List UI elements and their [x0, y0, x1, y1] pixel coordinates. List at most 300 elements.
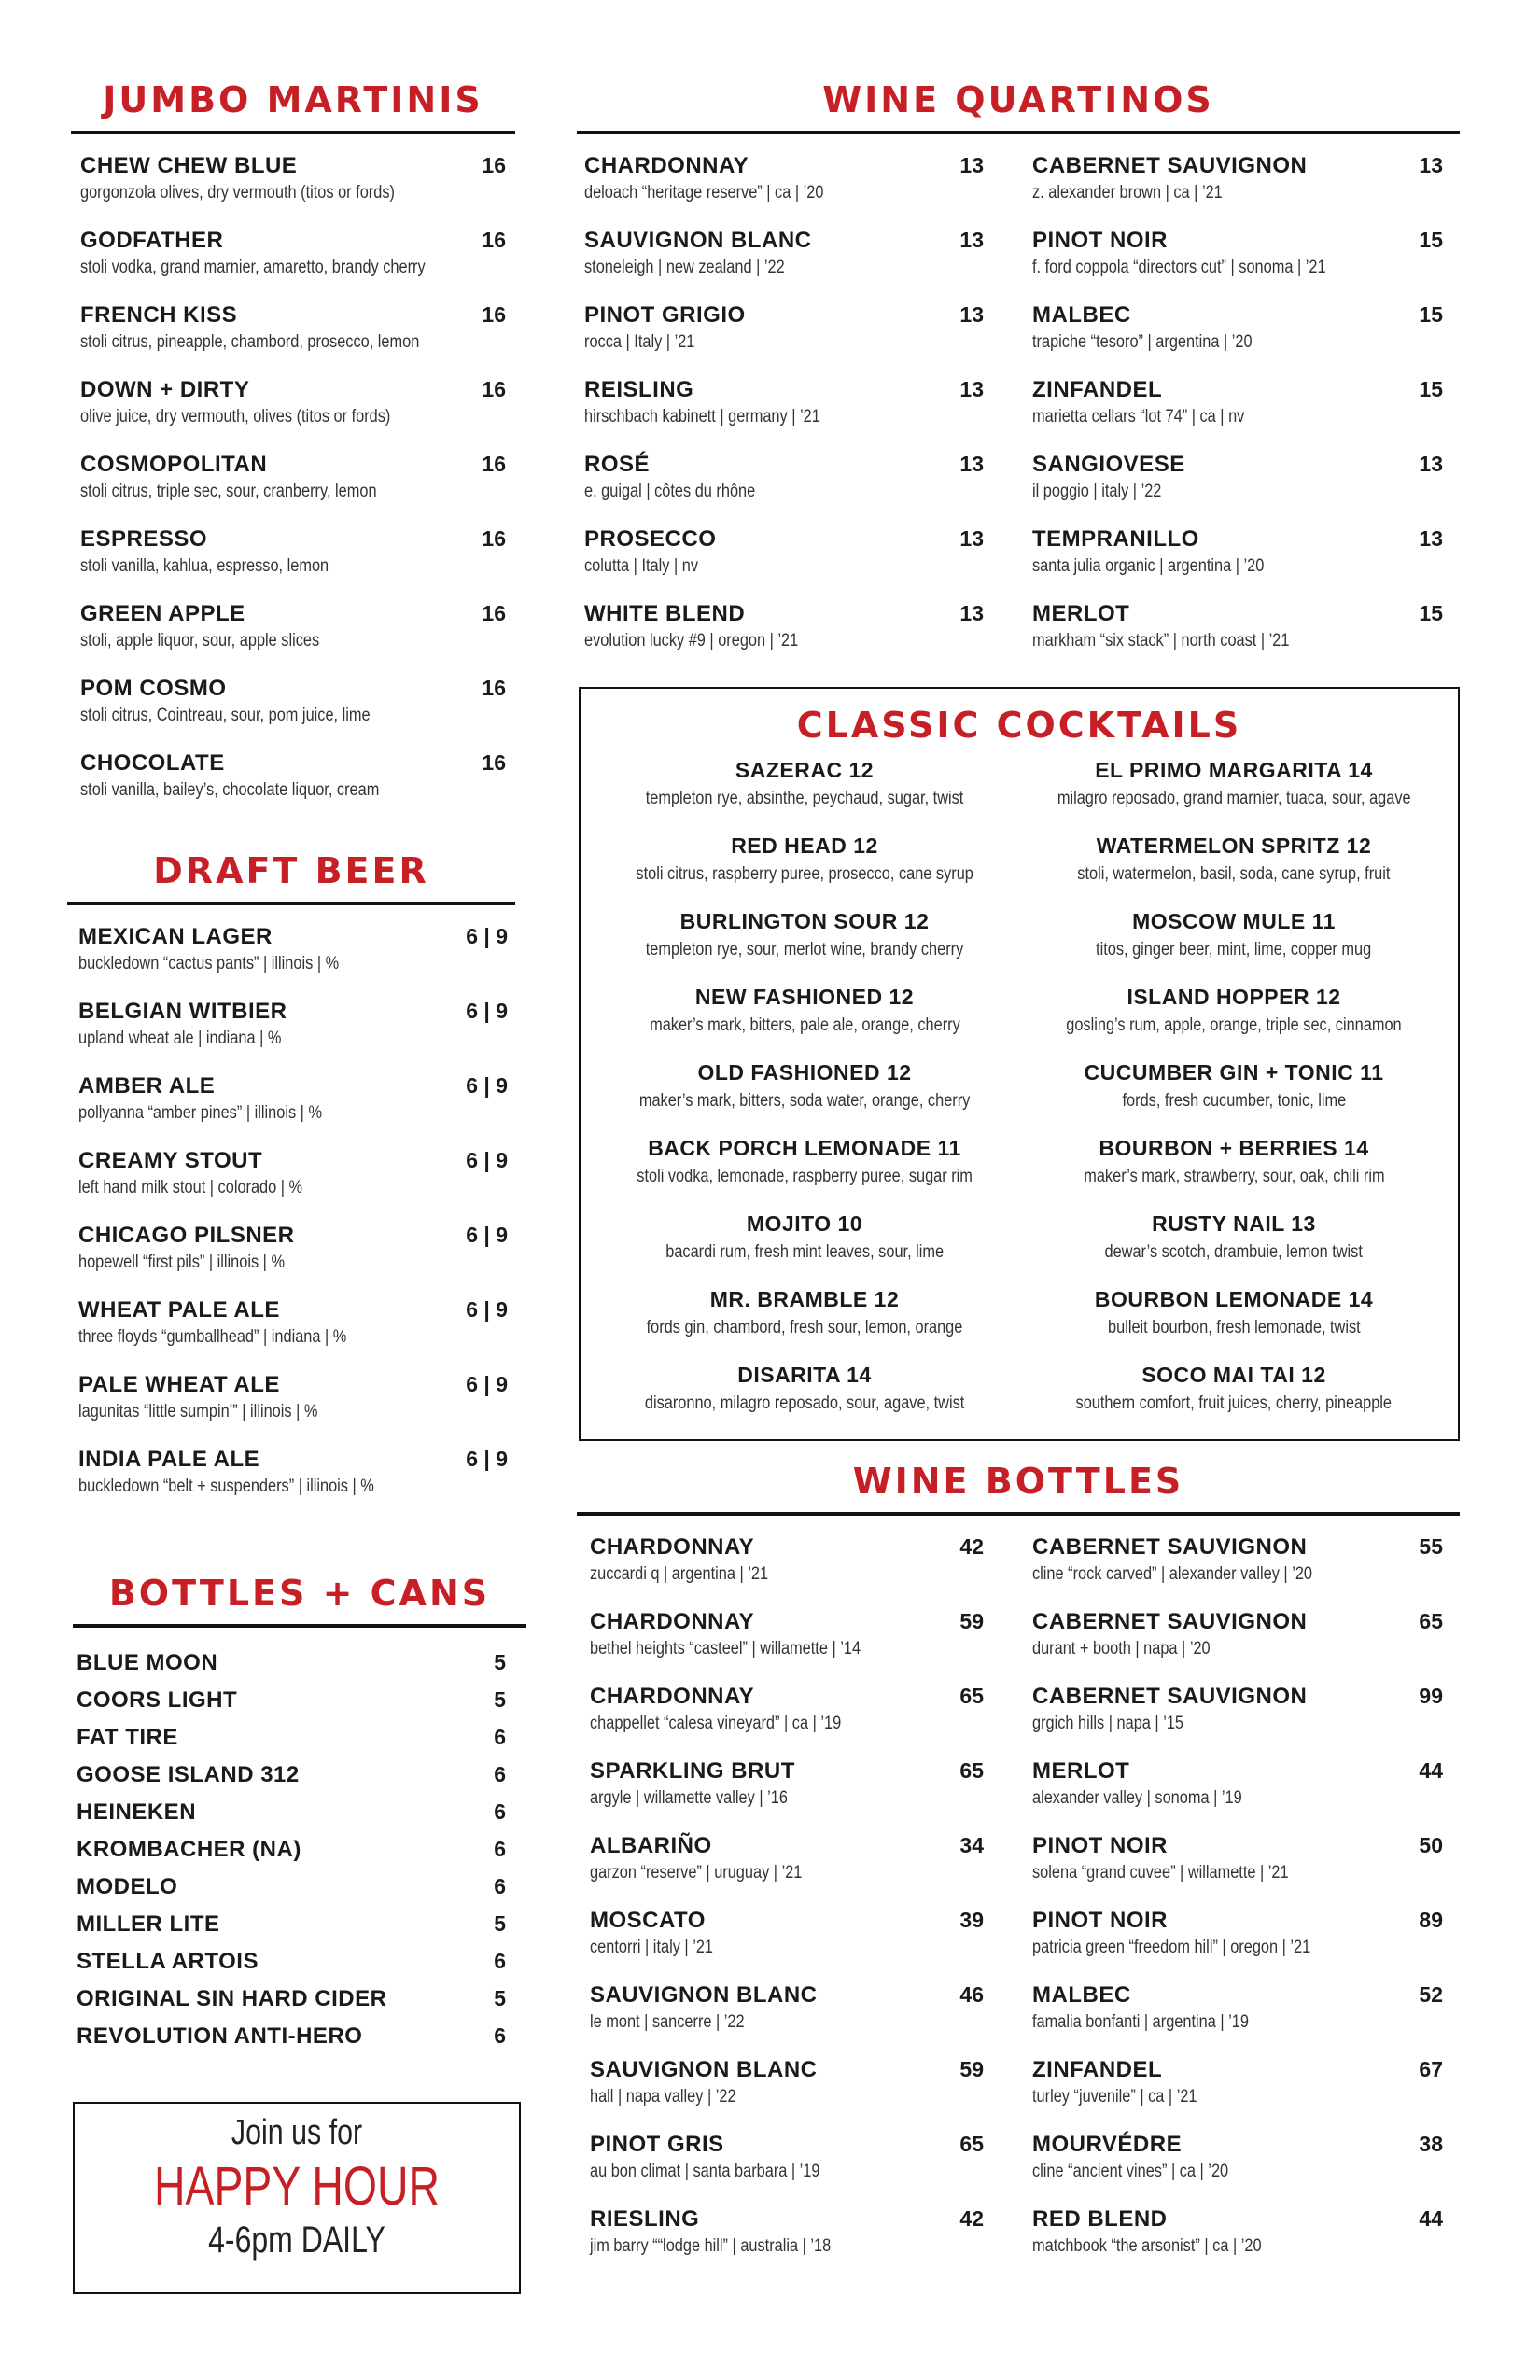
menu-item	[78, 1447, 508, 1521]
item-price: 6	[494, 1725, 506, 1749]
item-name: CHARDONNAY	[584, 153, 749, 178]
item-price: 67	[1419, 2057, 1443, 2081]
happy-hour-time: 4-6pm DAILY	[208, 2219, 385, 2261]
item-price: 15	[1419, 228, 1443, 252]
item-name: REISLING	[584, 377, 694, 402]
menu-item	[590, 2132, 984, 2206]
cocktail-description: southern comfort, fruit juices, cherry, pineapple	[1075, 1393, 1393, 1413]
item-price: 5	[494, 1687, 506, 1712]
wine-bottles-red-list	[1032, 1516, 1443, 2281]
cocktail-name: OLD FASHIONED 12	[697, 1060, 912, 1085]
menu-item	[77, 1837, 506, 1874]
bottles-cans-title: BOTTLES + CANS	[108, 1573, 491, 1614]
item-name: PINOT GRIS	[590, 2132, 724, 2157]
item-description: argyle | willamette valley | ’16	[590, 1788, 788, 1808]
item-name: PINOT NOIR	[1032, 1833, 1169, 1858]
menu-item	[584, 452, 984, 526]
item-description: buckledown “cactus pants” | illinois | %	[78, 954, 340, 973]
item-price: 6 | 9	[466, 1073, 508, 1098]
item-description: durant + booth | napa | ’20	[1032, 1639, 1211, 1659]
cocktail-description: templeton rye, sour, merlot wine, brandy cherry	[645, 940, 964, 959]
item-description: hopewell “first pils” | illinois | %	[78, 1253, 285, 1272]
item-description: stoli vanilla, bailey’s, chocolate liquor, cream	[80, 780, 380, 800]
cocktail-description: maker’s mark, bitters, soda water, orange, cherry	[638, 1091, 971, 1111]
item-price: 46	[959, 1982, 984, 2007]
cocktail-name: WATERMELON SPRITZ 12	[1096, 833, 1372, 858]
menu-item	[590, 2057, 984, 2132]
item-description: f. ford coppola “directors cut” | sonoma | ’21	[1032, 258, 1326, 277]
cocktail-item	[590, 1210, 1019, 1285]
item-name: CHARDONNAY	[590, 1609, 755, 1634]
item-name: ALBARIÑO	[590, 1833, 712, 1858]
item-name: MALBEC	[1032, 1982, 1131, 2008]
menu-item	[80, 377, 506, 452]
item-name: ORIGINAL SIN HARD CIDER	[77, 1986, 387, 2011]
item-price: 16	[482, 452, 506, 476]
menu-item	[1032, 2132, 1443, 2206]
menu-item	[1032, 1982, 1443, 2057]
item-description: three floyds “gumballhead” | indiana | %	[78, 1327, 347, 1347]
item-description: marietta cellars “lot 74” | ca | nv	[1032, 407, 1245, 427]
menu-item	[1032, 153, 1443, 228]
cocktail-item	[590, 1285, 1019, 1361]
cocktail-name: BURLINGTON SOUR 12	[679, 909, 930, 933]
draft-section	[67, 846, 515, 1521]
item-price: 59	[959, 1609, 984, 1633]
item-price: 6	[494, 2023, 506, 2048]
item-description: upland wheat ale | indiana | %	[78, 1029, 282, 1048]
item-name: CHICAGO PILSNER	[78, 1223, 295, 1248]
menu-item	[1032, 1758, 1443, 1833]
wine-bottles-title: WINE BOTTLES	[852, 1461, 1184, 1502]
item-price: 13	[959, 452, 984, 476]
cocktails-left-list	[590, 756, 1019, 1436]
item-price: 55	[1419, 1534, 1443, 1559]
cocktail-item	[1019, 983, 1449, 1058]
item-description: il poggio | italy | ’22	[1032, 482, 1162, 501]
menu-item	[78, 1073, 508, 1148]
item-name: MEXICAN LAGER	[78, 924, 273, 949]
cocktail-description: stoli citrus, raspberry puree, prosecco, cane syrup	[636, 864, 973, 884]
menu-item	[1032, 452, 1443, 526]
item-price: 16	[482, 750, 506, 775]
item-description: turley “juvenile” | ca | ’21	[1032, 2087, 1197, 2107]
item-name: CREAMY STOUT	[78, 1148, 263, 1173]
cocktail-item	[1019, 1285, 1449, 1361]
menu-item	[80, 750, 506, 825]
item-name: PROSECCO	[584, 526, 717, 552]
item-name: CABERNET SAUVIGNON	[1032, 1534, 1308, 1560]
cocktail-description: disaronno, milagro reposado, sour, agave, twist	[644, 1393, 965, 1413]
item-price: 13	[1419, 153, 1443, 177]
menu-item	[80, 601, 506, 676]
item-description: famalia bonfanti | argentina | ’19	[1032, 2012, 1249, 2032]
item-name: SPARKLING BRUT	[590, 1758, 795, 1784]
menu-item	[1032, 1833, 1443, 1908]
item-price: 42	[959, 2206, 984, 2231]
item-description: olive juice, dry vermouth, olives (titos or fords)	[80, 407, 391, 427]
item-description: chappellet “calesa vineyard” | ca | ’19	[590, 1714, 842, 1733]
cocktail-name: BOURBON LEMONADE 14	[1094, 1287, 1374, 1311]
menu-item	[77, 1725, 506, 1762]
cocktail-name: NEW FASHIONED 12	[694, 985, 915, 1009]
item-description: pollyanna “amber pines” | illinois | %	[78, 1103, 322, 1123]
menu-item	[77, 1799, 506, 1837]
cocktail-name: SOCO MAI TAI 12	[1141, 1363, 1326, 1387]
item-name: WHITE BLEND	[584, 601, 746, 626]
item-price: 6 | 9	[466, 999, 508, 1023]
cocktail-description: maker’s mark, strawberry, sour, oak, chili rim	[1083, 1167, 1385, 1186]
menu-item	[584, 153, 984, 228]
cocktail-item	[1019, 907, 1449, 983]
menu-item	[1032, 228, 1443, 302]
cocktail-description: stoli vodka, lemonade, raspberry puree, sugar rim	[637, 1167, 973, 1186]
item-price: 6	[494, 1799, 506, 1824]
item-price: 6	[494, 1762, 506, 1786]
item-name: CHEW CHEW BLUE	[80, 153, 298, 178]
menu-item	[590, 1684, 984, 1758]
cocktail-description: stoli, watermelon, basil, soda, cane syrup, fruit	[1077, 864, 1391, 884]
cocktail-description: gosling’s rum, apple, orange, triple sec, cinnamon	[1066, 1015, 1402, 1035]
item-price: 39	[959, 1908, 984, 1932]
draft-title: DRAFT BEER	[153, 850, 429, 891]
item-price: 13	[959, 228, 984, 252]
item-description: gorgonzola olives, dry vermouth (titos or fords)	[80, 183, 395, 203]
item-description: stoli vodka, grand marnier, amaretto, brandy cherry	[80, 258, 426, 277]
menu-item	[80, 302, 506, 377]
wine-bottles-white-list	[590, 1516, 984, 2281]
cocktail-item	[1019, 1058, 1449, 1134]
cocktail-description: bacardi rum, fresh mint leaves, sour, lime	[665, 1242, 944, 1262]
item-description: cline “ancient vines” | ca | ’20	[1032, 2162, 1229, 2181]
item-price: 65	[1419, 1609, 1443, 1633]
item-description: e. guigal | côtes du rhône	[584, 482, 756, 501]
cocktail-name: MR. BRAMBLE 12	[709, 1287, 900, 1311]
quartinos-section	[577, 75, 1460, 676]
menu-item	[77, 1874, 506, 1911]
cocktail-item	[590, 1134, 1019, 1210]
item-name: ZINFANDEL	[1032, 377, 1163, 402]
item-name: PALE WHEAT ALE	[78, 1372, 280, 1397]
cocktail-item	[1019, 832, 1449, 907]
item-description: grgich hills | napa | ’15	[1032, 1714, 1184, 1733]
menu-item	[584, 601, 984, 676]
item-price: 16	[482, 302, 506, 327]
cocktail-description: fords gin, chambord, fresh sour, lemon, orange	[646, 1318, 963, 1337]
cocktail-description: maker’s mark, bitters, pale ale, orange, cherry	[649, 1015, 960, 1035]
item-description: hall | napa valley | ’22	[590, 2087, 736, 2107]
item-description: stoli citrus, triple sec, sour, cranberry, lemon	[80, 482, 377, 501]
cocktails-box	[579, 687, 1460, 1441]
menu-item	[590, 1833, 984, 1908]
menu-item	[80, 153, 506, 228]
item-description: matchbook “the arsonist” | ca | ’20	[1032, 2236, 1262, 2256]
item-name: STELLA ARTOIS	[77, 1949, 259, 1974]
item-description: lagunitas “little sumpin’” | illinois | %	[78, 1402, 318, 1421]
item-name: MOURVÉDRE	[1032, 2132, 1183, 2157]
menu-item	[1032, 1908, 1443, 1982]
item-price: 44	[1419, 1758, 1443, 1783]
cocktail-item	[1019, 1134, 1449, 1210]
item-price: 15	[1419, 377, 1443, 401]
menu-item	[78, 1372, 508, 1447]
item-price: 65	[959, 1684, 984, 1708]
menu-item	[77, 2023, 506, 2061]
cocktails-right-list	[1019, 756, 1449, 1436]
cocktail-name: ISLAND HOPPER 12	[1127, 985, 1341, 1009]
item-name: PINOT NOIR	[1032, 228, 1169, 253]
item-name: CABERNET SAUVIGNON	[1032, 1609, 1308, 1634]
menu-item	[584, 526, 984, 601]
item-description: jim barry ““lodge hill” | australia | ’18	[590, 2236, 832, 2256]
item-name: SAUVIGNON BLANC	[590, 1982, 818, 2008]
cocktail-item	[590, 756, 1019, 832]
item-description: santa julia organic | argentina | ’20	[1032, 556, 1265, 576]
item-price: 15	[1419, 302, 1443, 327]
menu-item	[77, 1986, 506, 2023]
menu-item	[77, 1687, 506, 1725]
item-price: 13	[1419, 452, 1443, 476]
menu-item	[1032, 302, 1443, 377]
item-name: SAUVIGNON BLANC	[584, 228, 812, 253]
cocktail-name: EL PRIMO MARGARITA 14	[1095, 758, 1373, 782]
item-price: 13	[959, 601, 984, 625]
menu-item	[80, 228, 506, 302]
item-description: stoneleigh | new zealand | ’22	[584, 258, 785, 277]
cocktail-description: dewar’s scotch, drambuie, lemon twist	[1104, 1242, 1364, 1262]
item-price: 15	[1419, 601, 1443, 625]
item-description: hirschbach kabinett | germany | ’21	[584, 407, 820, 427]
menu-item	[584, 228, 984, 302]
item-name: ZINFANDEL	[1032, 2057, 1163, 2082]
item-name: RIESLING	[590, 2206, 700, 2232]
item-name: ROSÉ	[584, 452, 651, 477]
cocktail-name: SAZERAC 12	[735, 758, 875, 782]
item-price: 16	[482, 228, 506, 252]
item-price: 44	[1419, 2206, 1443, 2231]
item-name: MERLOT	[1032, 601, 1130, 626]
martinis-title: JUMBO MARTINIS	[103, 79, 483, 120]
menu-item	[77, 1949, 506, 1986]
bottles-cans-section	[73, 1568, 526, 2061]
happy-hour-heading: HAPPY HOUR	[154, 2156, 440, 2217]
item-description: garzon “reserve” | uruguay | ’21	[590, 1863, 803, 1883]
menu-item	[78, 924, 508, 999]
item-price: 6 | 9	[466, 1297, 508, 1322]
menu-item	[584, 302, 984, 377]
happy-hour-box	[73, 2102, 521, 2294]
item-price: 5	[494, 1650, 506, 1674]
martinis-list	[80, 134, 506, 825]
menu-item	[590, 1908, 984, 1982]
item-price: 6	[494, 1949, 506, 1973]
item-description: buckledown “belt + suspenders” | illinois | %	[78, 1477, 374, 1496]
item-description: trapiche “tesoro” | argentina | ’20	[1032, 332, 1253, 352]
cocktail-name: RED HEAD 12	[731, 833, 878, 858]
quartinos-title: WINE QUARTINOS	[822, 79, 1214, 120]
item-name: AMBER ALE	[78, 1073, 216, 1099]
menu-item	[590, 1758, 984, 1833]
cocktails-title: CLASSIC COCKTAILS	[796, 705, 1242, 746]
item-name: REVOLUTION ANTI-HERO	[77, 2023, 363, 2049]
menu-item	[78, 999, 508, 1073]
item-description: le mont | sancerre | ’22	[590, 2012, 745, 2032]
item-description: rocca | Italy | ’21	[584, 332, 695, 352]
item-price: 16	[482, 601, 506, 625]
item-price: 65	[959, 2132, 984, 2156]
item-description: bethel heights “casteel” | willamette | ’14	[590, 1639, 861, 1659]
item-name: CHARDONNAY	[590, 1684, 755, 1709]
item-name: CHOCOLATE	[80, 750, 225, 776]
item-price: 5	[494, 1911, 506, 1936]
bottles-cans-list	[77, 1628, 506, 2061]
item-price: 13	[1419, 526, 1443, 551]
cocktail-name: MOSCOW MULE 11	[1132, 909, 1336, 933]
item-description: colutta | Italy | nv	[584, 556, 699, 576]
item-description: cline “rock carved” | alexander valley | ’20	[1032, 1564, 1313, 1584]
happy-hour-intro: Join us for	[231, 2113, 363, 2152]
item-name: PINOT NOIR	[1032, 1908, 1169, 1933]
item-name: COSMOPOLITAN	[80, 452, 268, 477]
cocktail-name: BACK PORCH LEMONADE 11	[648, 1136, 961, 1160]
item-price: 13	[959, 377, 984, 401]
item-price: 6 | 9	[466, 1148, 508, 1172]
item-name: FAT TIRE	[77, 1725, 178, 1750]
item-name: WHEAT PALE ALE	[78, 1297, 280, 1323]
item-name: SANGIOVESE	[1032, 452, 1185, 477]
cocktail-item	[590, 983, 1019, 1058]
cocktail-description: templeton rye, absinthe, peychaud, sugar, twist	[645, 789, 964, 808]
item-price: 52	[1419, 1982, 1443, 2007]
menu-item	[77, 1911, 506, 1949]
item-price: 6 | 9	[466, 1372, 508, 1396]
cocktail-item	[1019, 1210, 1449, 1285]
item-name: INDIA PALE ALE	[78, 1447, 260, 1472]
item-price: 6	[494, 1874, 506, 1898]
menu-item	[80, 452, 506, 526]
menu-item	[590, 2206, 984, 2281]
menu-item	[77, 1762, 506, 1799]
item-name: MOSCATO	[590, 1908, 706, 1933]
cocktail-description: fords, fresh cucumber, tonic, lime	[1122, 1091, 1346, 1111]
menu-item	[78, 1297, 508, 1372]
item-name: BELGIAN WITBIER	[78, 999, 287, 1024]
item-description: solena “grand cuvee” | willamette | ’21	[1032, 1863, 1289, 1883]
wine-bottles-section	[577, 1456, 1460, 2281]
menu-item	[1032, 2206, 1443, 2281]
menu-item	[78, 1223, 508, 1297]
quartinos-red-list	[1032, 134, 1443, 676]
menu-item	[80, 676, 506, 750]
menu-item	[590, 1534, 984, 1609]
item-price: 65	[959, 1758, 984, 1783]
item-description: left hand milk stout | colorado | %	[78, 1178, 303, 1197]
item-price: 16	[482, 153, 506, 177]
item-name: GOOSE ISLAND 312	[77, 1762, 300, 1787]
item-name: CABERNET SAUVIGNON	[1032, 153, 1308, 178]
cocktail-name: BOURBON + BERRIES 14	[1099, 1136, 1369, 1160]
item-price: 6 | 9	[466, 1447, 508, 1471]
cocktail-description: titos, ginger beer, mint, lime, copper mug	[1096, 940, 1372, 959]
cocktail-name: RUSTY NAIL 13	[1152, 1211, 1316, 1236]
item-description: patricia green “freedom hill” | oregon | ’21	[1032, 1938, 1311, 1957]
item-description: evolution lucky #9 | oregon | ’21	[584, 631, 799, 651]
menu-item	[590, 1609, 984, 1684]
menu-item	[1032, 526, 1443, 601]
item-description: z. alexander brown | ca | ’21	[1032, 183, 1223, 203]
item-name: COORS LIGHT	[77, 1687, 238, 1713]
cocktail-item	[590, 1361, 1019, 1436]
item-name: POM COSMO	[80, 676, 227, 701]
item-name: ESPRESSO	[80, 526, 208, 552]
item-price: 59	[959, 2057, 984, 2081]
item-name: MALBEC	[1032, 302, 1131, 328]
item-name: SAUVIGNON BLANC	[590, 2057, 818, 2082]
item-name: CHARDONNAY	[590, 1534, 755, 1560]
item-name: MERLOT	[1032, 1758, 1130, 1784]
item-name: BLUE MOON	[77, 1650, 218, 1675]
cocktail-item	[590, 832, 1019, 907]
item-price: 89	[1419, 1908, 1443, 1932]
item-description: stoli vanilla, kahlua, espresso, lemon	[80, 556, 329, 576]
cocktail-name: CUCUMBER GIN + TONIC 11	[1084, 1060, 1384, 1085]
item-price: 34	[959, 1833, 984, 1857]
menu-item	[1032, 2057, 1443, 2132]
item-name: MODELO	[77, 1874, 178, 1899]
menu-item	[77, 1650, 506, 1687]
item-name: RED BLEND	[1032, 2206, 1168, 2232]
cocktail-description: bulleit bourbon, fresh lemonade, twist	[1107, 1318, 1361, 1337]
menu-item	[1032, 1609, 1443, 1684]
cocktail-item	[590, 1058, 1019, 1134]
draft-list	[78, 905, 508, 1521]
item-description: deloach “heritage reserve” | ca | ’20	[584, 183, 824, 203]
item-description: stoli citrus, Cointreau, sour, pom juice, lime	[80, 706, 371, 725]
item-name: PINOT GRIGIO	[584, 302, 746, 328]
item-name: GODFATHER	[80, 228, 224, 253]
menu-item	[80, 526, 506, 601]
cocktail-name: DISARITA 14	[737, 1363, 872, 1387]
item-name: CABERNET SAUVIGNON	[1032, 1684, 1308, 1709]
cocktail-name: MOJITO 10	[746, 1211, 863, 1236]
item-price: 13	[959, 153, 984, 177]
item-price: 16	[482, 377, 506, 401]
cocktail-item	[1019, 756, 1449, 832]
item-name: MILLER LITE	[77, 1911, 220, 1937]
menu-item	[1032, 1684, 1443, 1758]
item-name: DOWN + DIRTY	[80, 377, 250, 402]
item-price: 5	[494, 1986, 506, 2010]
item-price: 38	[1419, 2132, 1443, 2156]
item-price: 16	[482, 526, 506, 551]
item-name: FRENCH KISS	[80, 302, 238, 328]
item-price: 6 | 9	[466, 1223, 508, 1247]
menu-item	[78, 1148, 508, 1223]
item-name: TEMPRANILLO	[1032, 526, 1199, 552]
item-price: 6	[494, 1837, 506, 1861]
item-description: stoli, apple liquor, sour, apple slices	[80, 631, 320, 651]
item-description: zuccardi q | argentina | ’21	[590, 1564, 769, 1584]
item-price: 99	[1419, 1684, 1443, 1708]
item-price: 16	[482, 676, 506, 700]
item-description: au bon climat | santa barbara | ’19	[590, 2162, 820, 2181]
cocktail-description: milagro reposado, grand marnier, tuaca, sour, agave	[1057, 789, 1411, 808]
item-price: 13	[959, 302, 984, 327]
menu-item	[1032, 377, 1443, 452]
item-description: stoli citrus, pineapple, chambord, prosecco, lemon	[80, 332, 420, 352]
menu-item	[584, 377, 984, 452]
quartinos-white-list	[584, 134, 984, 676]
